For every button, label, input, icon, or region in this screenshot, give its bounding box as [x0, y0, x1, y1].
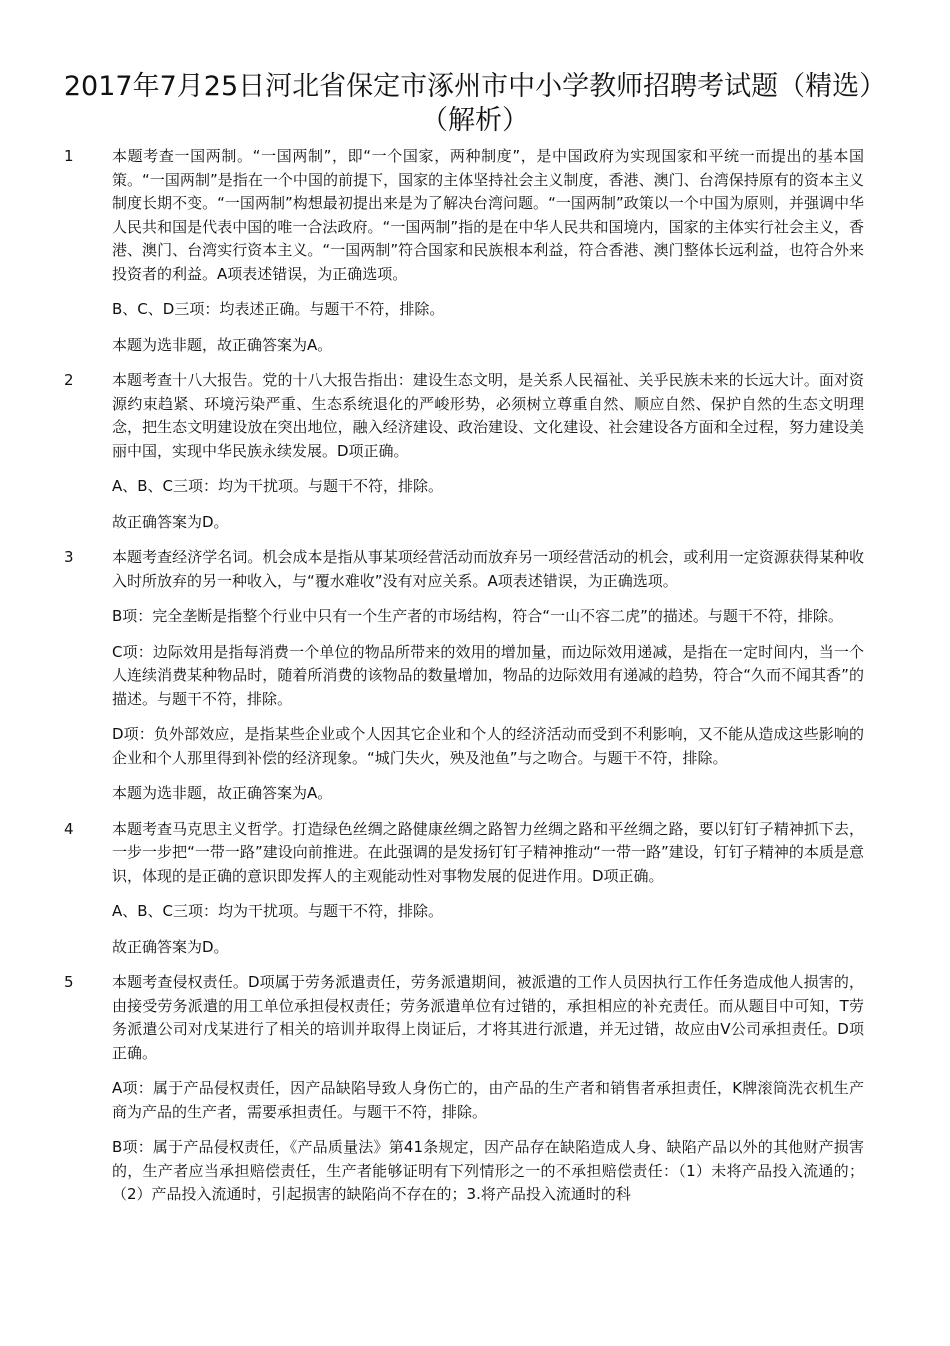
answer-paragraph: 故正确答案为D。: [112, 937, 229, 956]
explanation-paragraph: 本题考查十八大报告。党的十八大报告指出：建设生态文明，是关系人民福祉、关乎民族未来的长远大计。面对资源约束趋紧、环境污染严重、生态系统退化的严峻形势，必须树立尊重自然、顺应自然、保护自然的生态文明理念，把生态文明建设放在突出地位，融入经济建设、政治建设、文化建设、社会建设各方面和全过程，努力建设美丽中国，实现中华民族永续发展。D项正确。: [112, 371, 864, 460]
explanation-paragraph: 本题考查经济学名词。机会成本是指从事某项经营活动而放弃另一项经营活动的机会，或利用一定资源获得某种收入时所放弃的另一种收入，与“覆水难收”没有对应关系。A项表述错误，为正确选项。: [112, 548, 864, 590]
question-explanation: [112, 818, 864, 960]
question-explanation: [112, 369, 864, 534]
page-title: 2017年7月25日河北省保定市涿州市中小学教师招聘考试题（精选）（解析）: [63, 71, 887, 136]
question-item: [0, 818, 950, 960]
answer-paragraph: 本题为选非题，故正确答案为A。: [112, 784, 333, 802]
question-explanation: [112, 546, 864, 806]
explanation-paragraph: B、C、D三项：均表述正确。与题干不符，排除。: [112, 300, 445, 318]
explanation-paragraph: B项：完全垄断是指整个行业中只有一个生产者的市场结构，符合“一山不容二虎”的描述。与题干不符，排除。: [112, 607, 843, 625]
explanation-paragraph: C项：边际效用是指每消费一个单位的物品所带来的效用的增加量，而边际效用递减，是指在一定时间内，当一个人连续消费某种物品时，随着所消费的该物品的数量增加，物品的边际效用有递减的趋势，符合“久而不闻其香”的描述。与题干不符，排除。: [112, 642, 864, 708]
explanation-paragraph: 本题考查马克思主义哲学。打造绿色丝绸之路健康丝绸之路智力丝绸之路和平丝绸之路，要以钉钉子精神抓下去，一步一步把“一带一路”建设向前推进。在此强调的是发扬钉钉子精神推动“一带一路”建设，钉钉子精神的本质是意识，体现的是正确的意识即发挥人的主观能动性对事物发展的促进作用。D项正确。: [112, 819, 864, 885]
question-item: [0, 145, 950, 357]
answer-paragraph: 本题为选非题，故正确答案为A。: [112, 335, 333, 354]
explanation-paragraph: B项：属于产品侵权责任，《产品质量法》第41条规定，因产品存在缺陷造成人身、缺陷产品以外的其他财产损害的，生产者应当承担赔偿责任，生产者能够证明有下列情形之一的不承担赔偿责任：（1）未将产品投入流通的；（2）产品投入流通时，引起损害的缺陷尚不存在的；3.将产品投入流通时的科: [112, 1138, 864, 1203]
question-number: 5: [64, 973, 74, 991]
question-number: 3: [64, 548, 74, 566]
question-item: [0, 546, 950, 806]
question-number: 2: [64, 371, 74, 389]
answer-paragraph: 故正确答案为D。: [112, 512, 229, 531]
explanation-paragraph: A、B、C三项：均为干扰项。与题干不符，排除。: [112, 477, 444, 495]
question-item: [0, 369, 950, 534]
question-number: 1: [64, 147, 74, 165]
explanation-paragraph: 本题考查一国两制。“一国两制”，即“一个国家，两种制度”，是中国政府为实现国家和平统一而提出的基本国策。“一国两制”是指在一个中国的前提下，国家的主体坚持社会主义制度，香港、澳门、台湾保持原有的资本主义制度长期不变。“一国两制”构想最初提出来是为了解决台湾问题。“一国两制”政策以一个中国为原则，并强调中华人民共和国是代表中国的唯一合法政府。“一国两制”指的是在中华人民共和国境内，国家的主体实行社会主义，香港、澳门、台湾实行资本主义。“一国两制”符合国家和民族根本利益，符合香港、澳门整体长远利益，也符合外来投资者的利益。A项表述错误，为正确选项。: [112, 147, 864, 283]
question-explanation: [112, 971, 864, 1207]
explanation-paragraph: A、B、C三项：均为干扰项。与题干不符，排除。: [112, 902, 444, 920]
question-explanation: [112, 145, 864, 357]
question-list: [0, 145, 950, 1219]
explanation-paragraph: D项：负外部效应，是指某些企业或个人因其它企业和个人的经济活动而受到不利影响，又不能从造成这些影响的企业和个人那里得到补偿的经济现象。“城门失火，殃及池鱼”与之吻合。与题干不符，排除。: [112, 725, 864, 767]
explanation-paragraph: 本题考查侵权责任。D项属于劳务派遣责任，劳务派遣期间，被派遣的工作人员因执行工作任务造成他人损害的，由接受劳务派遣的用工单位承担侵权责任；劳务派遣单位有过错的，承担相应的补充责任。而从题目中可知，T劳务派遣公司对戊某进行了相关的培训并取得上岗证后，才将其进行派遣，并无过错，故应由V公司承担责任。D项正确。: [112, 973, 864, 1062]
explanation-paragraph: A项：属于产品侵权责任，因产品缺陷导致人身伤亡的，由产品的生产者和销售者承担责任，K牌滚筒洗衣机生产商为产品的生产者，需要承担责任。与题干不符，排除。: [112, 1079, 864, 1121]
question-number: 4: [64, 819, 74, 838]
question-item: [0, 971, 950, 1207]
